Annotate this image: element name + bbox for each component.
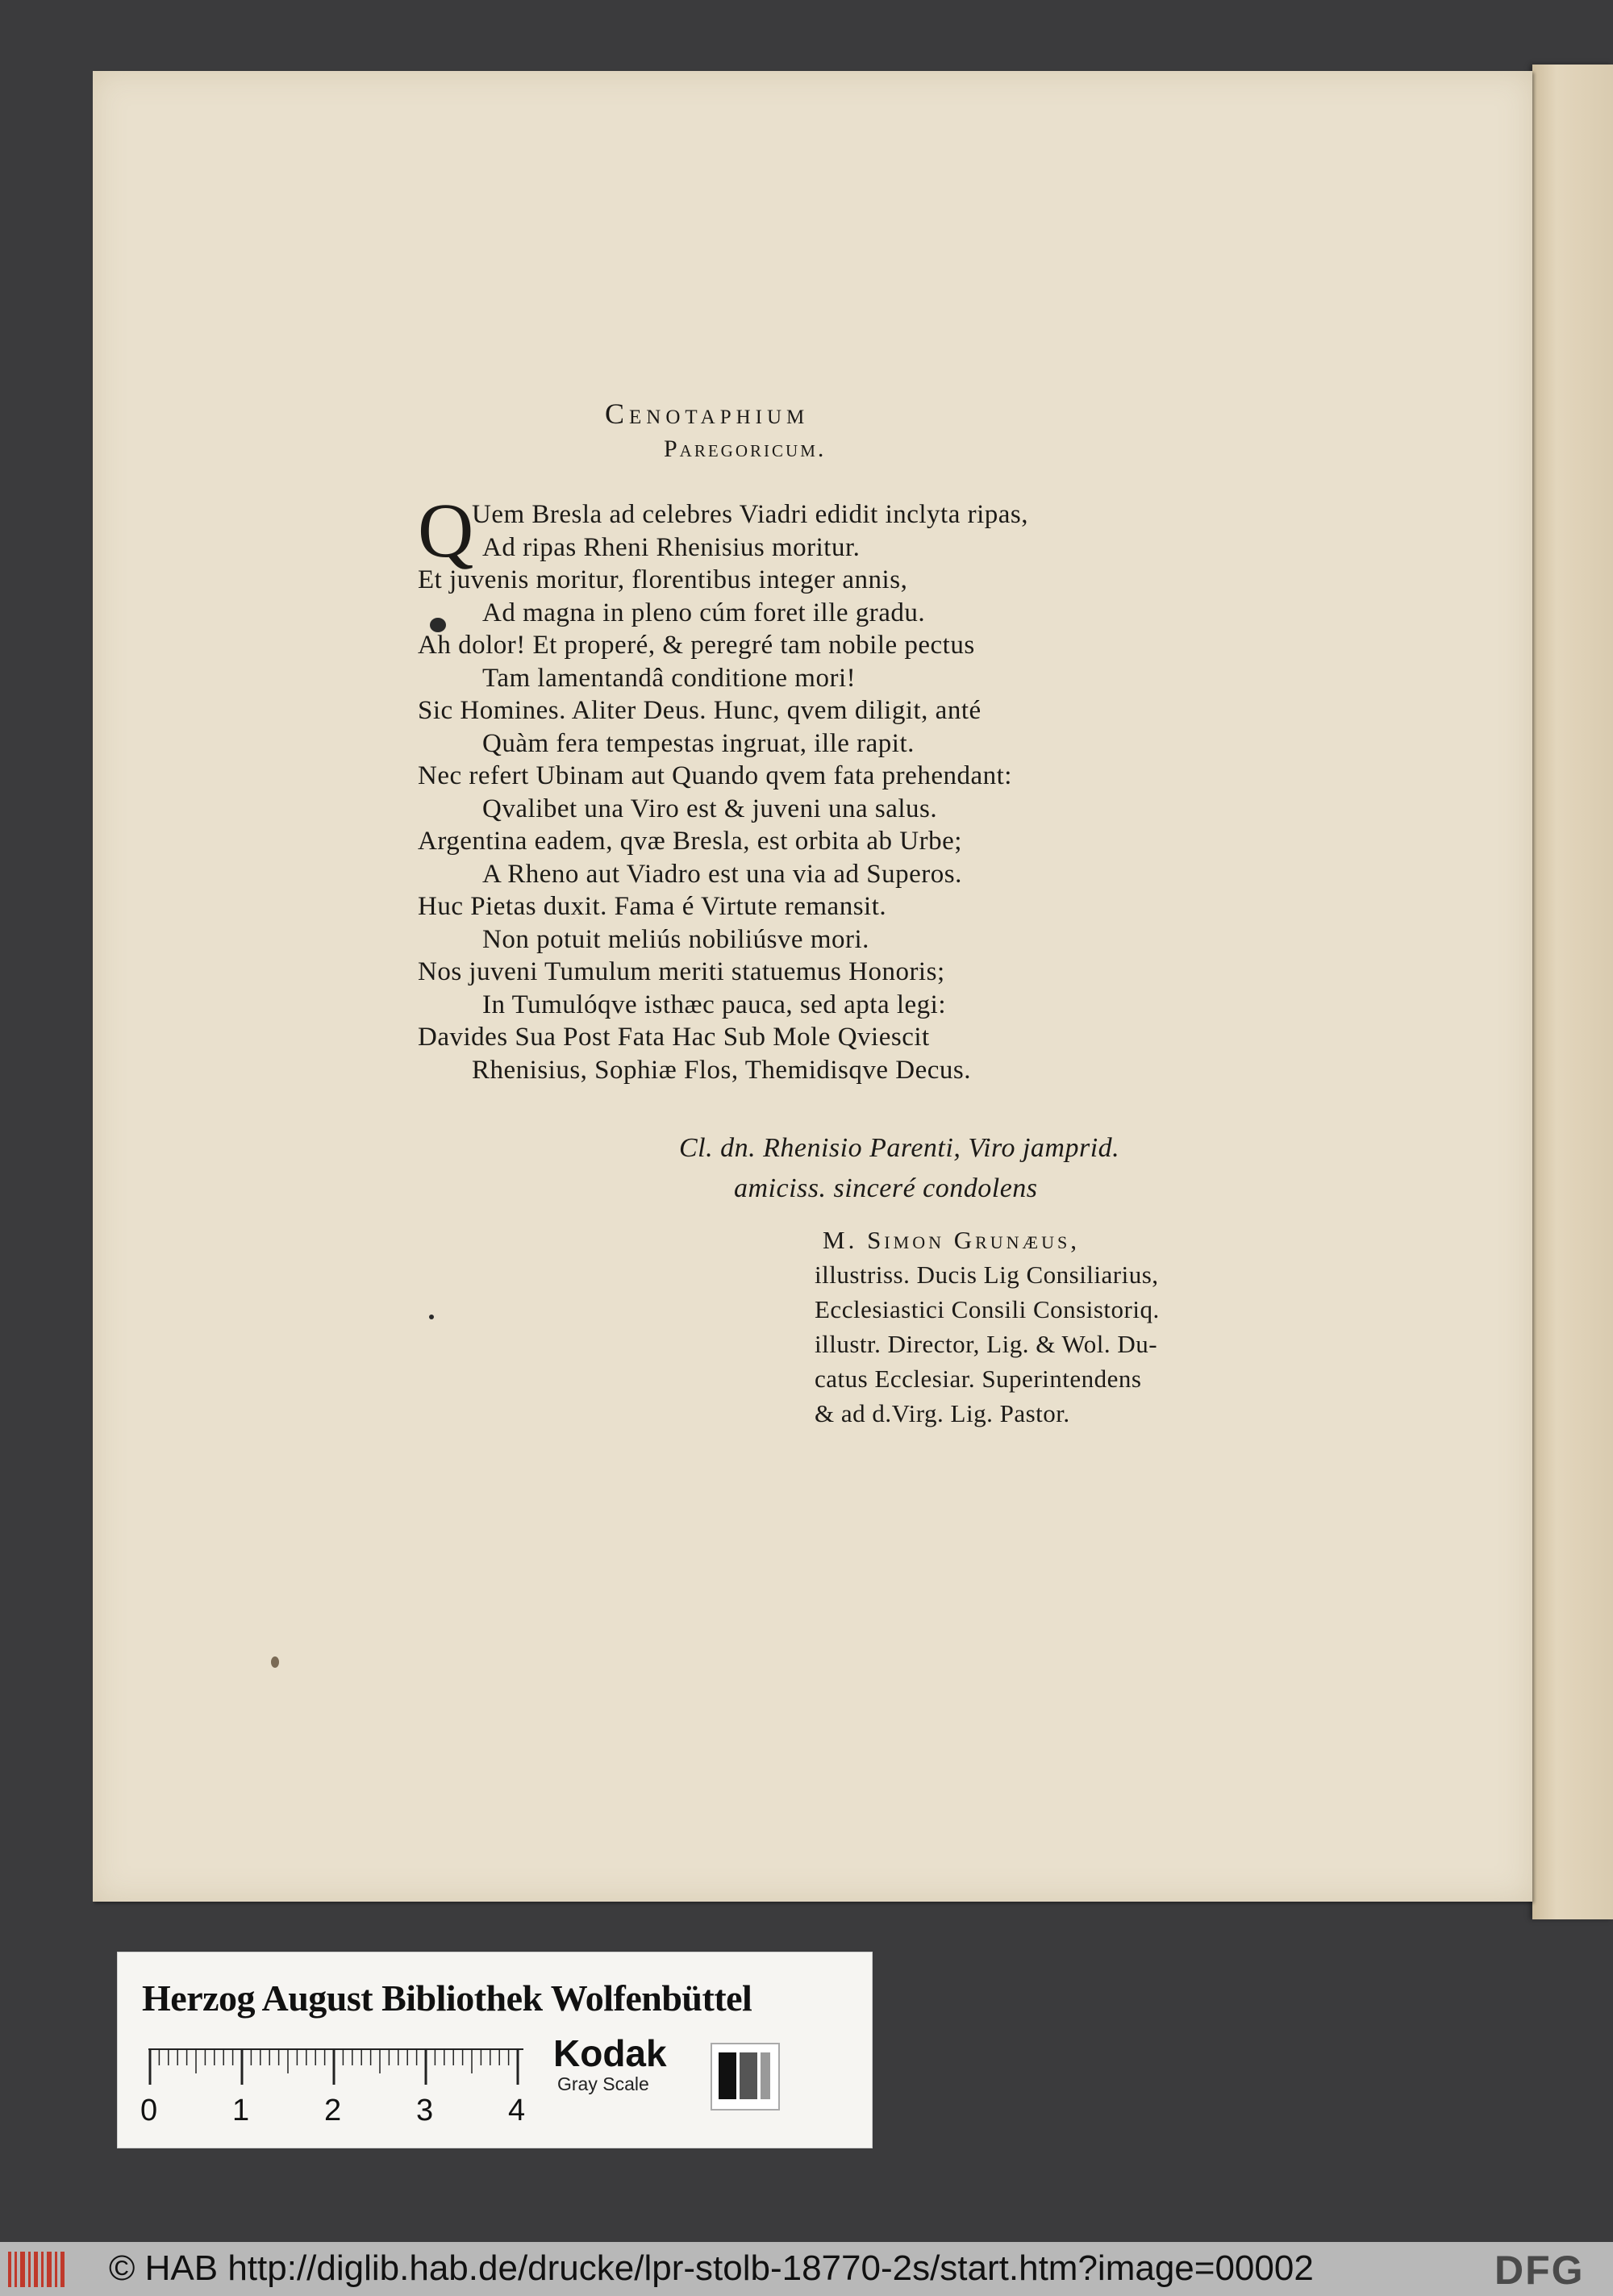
ruler-number: 2	[324, 2094, 342, 2127]
dfg-logo: DFG	[1494, 2248, 1585, 2293]
poem-line: Rhenisius, Sophiæ Flos, Themidisqve Decus.	[472, 1055, 971, 1085]
citation-link[interactable]: © HAB http://diglib.hab.de/drucke/lpr-stolb-18770-2s/start.htm?image=00002	[109, 2248, 1314, 2288]
poem-line: Et juvenis moritur, florentibus integer annis,	[418, 565, 908, 594]
kodak-logo: Kodak	[553, 2032, 667, 2074]
color-reference-card	[117, 1952, 873, 2148]
poem-line: Huc Pietas duxit. Fama é Virtute remansit.	[418, 892, 887, 921]
poem-line: Quàm fera tempestas ingruat, ille rapit.	[482, 728, 915, 758]
ruler-number: 4	[508, 2094, 526, 2127]
author-line: illustriss. Ducis Lig Consiliarius,	[815, 1261, 1159, 1289]
gray-scale-patch	[711, 2043, 780, 2111]
ink-speck	[429, 1315, 434, 1319]
poem-line: Tam lamentandâ conditione mori!	[482, 663, 857, 693]
ruler-number: 1	[232, 2094, 250, 2127]
author-line: M. Simon Grunæus,	[823, 1226, 1080, 1254]
poem-line: Ah dolor! Et properé, & peregré tam nobile pectus	[418, 631, 975, 660]
library-name: Herzog August Bibliothek Wolfenbüttel	[142, 1977, 752, 2019]
ink-speck	[271, 1656, 279, 1668]
document-title: Cenotaphium	[605, 398, 810, 430]
ruler-ticks	[148, 2048, 608, 2088]
author-line: Ecclesiastici Consili Consistoriq.	[815, 1295, 1160, 1323]
poem-line: Davides Sua Post Fata Hac Sub Mole Qviescit	[418, 1023, 930, 1052]
author-line: illustr. Director, Lig. & Wol. Du-	[815, 1330, 1158, 1358]
poem-line: Nos juveni Tumulum meriti statuemus Honoris;	[418, 957, 945, 986]
gray-scale-label: Gray Scale	[557, 2073, 649, 2094]
document-subtitle: Paregoricum.	[664, 435, 827, 462]
poem-line: Uem Bresla ad celebres Viadri edidit inclyta ripas,	[472, 500, 1029, 529]
ruler-number: 0	[140, 2094, 158, 2127]
poem-line: Qvalibet una Viro est & juveni una salus.	[482, 794, 938, 823]
footer-bar	[0, 2242, 1613, 2296]
author-line: catus Ecclesiar. Superintendens	[815, 1365, 1142, 1393]
poem-line: Ad ripas Rheni Rhenisius moritur.	[482, 532, 861, 562]
adjacent-page-edge	[1532, 65, 1613, 1919]
poem-line: Argentina eadem, qvæ Bresla, est orbita ab Urbe;	[418, 827, 962, 856]
poem-line: Non potuit meliús nobiliúsve mori.	[482, 924, 869, 954]
author-line: & ad d.Virg. Lig. Pastor.	[815, 1399, 1070, 1427]
ruler-number: 3	[416, 2094, 434, 2127]
scale-ruler	[148, 2048, 608, 2088]
poem-line: Ad magna in pleno cúm foret ille gradu.	[482, 598, 926, 627]
closing-line: Cl. dn. Rhenisio Parenti, Viro jamprid.	[679, 1133, 1120, 1163]
closing-line: amiciss. sinceré condolens	[734, 1173, 1038, 1203]
poem-line: Sic Homines. Aliter Deus. Hunc, qvem diligit, anté	[418, 696, 982, 725]
drop-cap: Q	[418, 487, 474, 573]
poem-line: Nec refert Ubinam aut Quando qvem fata prehendant:	[418, 761, 1012, 790]
barcode-icon	[6, 2252, 67, 2287]
poem-line: In Tumulóqve isthæc pauca, sed apta legi:	[482, 990, 947, 1019]
poem-line: A Rheno aut Viadro est una via ad Superos.	[482, 859, 962, 889]
